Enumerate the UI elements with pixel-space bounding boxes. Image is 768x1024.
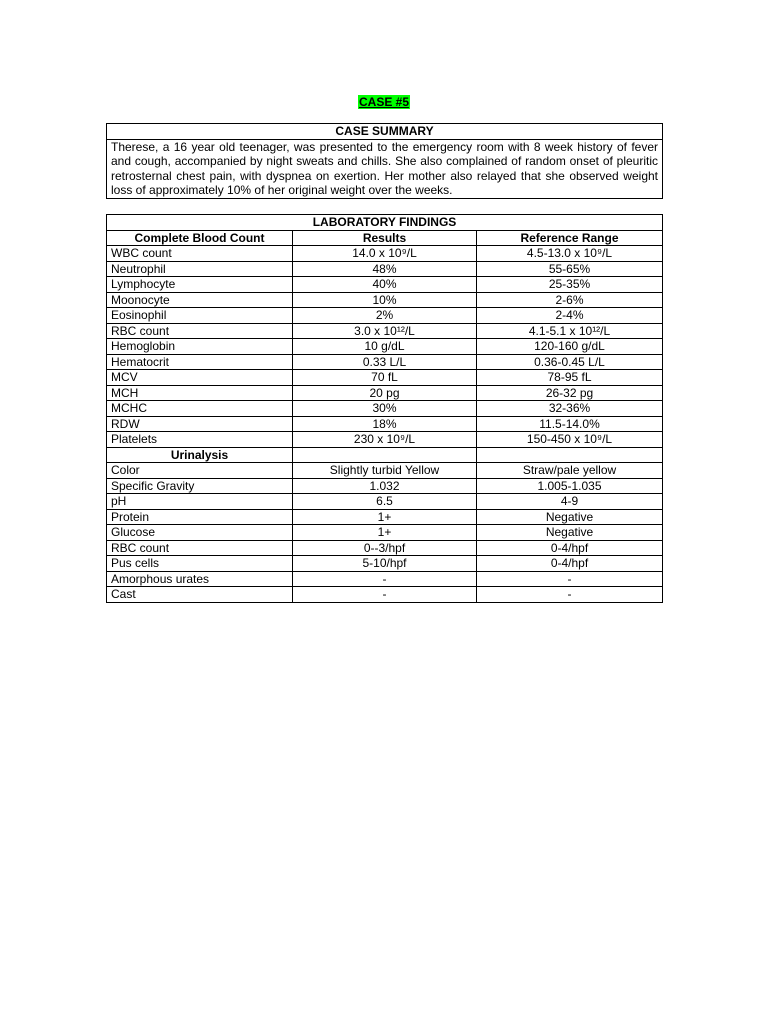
result-cell: 0--3/hpf (293, 540, 477, 556)
test-name-cell: Glucose (107, 525, 293, 541)
table-row (107, 308, 663, 324)
result-cell: 1.032 (293, 478, 477, 494)
table-row (107, 509, 663, 525)
test-name-cell: Platelets (107, 432, 293, 448)
table-row (107, 292, 663, 308)
reference-range-cell: 0.36-0.45 L/L (477, 354, 663, 370)
result-cell: 1+ (293, 509, 477, 525)
table-row (107, 339, 663, 355)
cbc-rows (107, 246, 663, 448)
reference-range-cell: 0-4/hpf (477, 556, 663, 572)
urinalysis-rows (107, 463, 663, 603)
test-name-cell: Lymphocyte (107, 277, 293, 293)
reference-range-cell: Negative (477, 509, 663, 525)
reference-range-cell: Straw/pale yellow (477, 463, 663, 479)
case-summary-header: CASE SUMMARY (107, 124, 663, 140)
result-cell: 20 pg (293, 385, 477, 401)
table-row (107, 525, 663, 541)
empty-cell (293, 447, 477, 463)
reference-range-cell: 11.5-14.0% (477, 416, 663, 432)
result-cell: 5-10/hpf (293, 556, 477, 572)
case-summary-table (106, 123, 663, 199)
reference-range-cell: 55-65% (477, 261, 663, 277)
test-name-cell: pH (107, 494, 293, 510)
reference-range-cell: - (477, 571, 663, 587)
result-cell: 18% (293, 416, 477, 432)
result-cell: 10 g/dL (293, 339, 477, 355)
reference-range-cell: 26-32 pg (477, 385, 663, 401)
table-row (107, 354, 663, 370)
test-name-cell: Cast (107, 587, 293, 603)
result-cell: 48% (293, 261, 477, 277)
table-row (107, 370, 663, 386)
reference-range-cell: 0-4/hpf (477, 540, 663, 556)
table-row (107, 463, 663, 479)
results-heading: Results (293, 230, 477, 246)
test-name-cell: Hematocrit (107, 354, 293, 370)
test-name-cell: Color (107, 463, 293, 479)
test-name-cell: Pus cells (107, 556, 293, 572)
reference-range-cell: 2-6% (477, 292, 663, 308)
table-row (107, 478, 663, 494)
reference-range-cell: 4.1-5.1 x 10¹²/L (477, 323, 663, 339)
result-cell: 230 x 10⁹/L (293, 432, 477, 448)
table-row (107, 587, 663, 603)
result-cell: 10% (293, 292, 477, 308)
test-name-cell: MCHC (107, 401, 293, 417)
result-cell: 14.0 x 10⁹/L (293, 246, 477, 262)
case-title-label: CASE #5 (358, 95, 410, 109)
test-name-cell: WBC count (107, 246, 293, 262)
reference-range-cell: Negative (477, 525, 663, 541)
case-title (0, 93, 768, 111)
reference-range-cell: 25-35% (477, 277, 663, 293)
test-name-cell: Protein (107, 509, 293, 525)
table-row (107, 556, 663, 572)
urinalysis-heading: Urinalysis (107, 447, 293, 463)
reference-range-cell: 1.005-1.035 (477, 478, 663, 494)
reference-range-cell: - (477, 587, 663, 603)
table-row (107, 432, 663, 448)
case-summary-text: Therese, a 16 year old teenager, was presented to the emergency room with 8 week history of fever and cough, accompanied by night sweats and chills. She also complained of random onset of pleuritic retrosternal chest pain, with dyspnea on exertion. Her mother also relayed that she observed weight loss of approximately 10% of her original weight over the weeks. (107, 139, 663, 198)
reference-range-cell: 4.5-13.0 x 10⁹/L (477, 246, 663, 262)
result-cell: Slightly turbid Yellow (293, 463, 477, 479)
test-name-cell: Specific Gravity (107, 478, 293, 494)
cbc-heading: Complete Blood Count (107, 230, 293, 246)
laboratory-findings-table (106, 214, 663, 603)
test-name-cell: Hemoglobin (107, 339, 293, 355)
reference-range-cell: 150-450 x 10⁹/L (477, 432, 663, 448)
table-row (107, 246, 663, 262)
reference-heading: Reference Range (477, 230, 663, 246)
table-row (107, 277, 663, 293)
reference-range-cell: 78-95 fL (477, 370, 663, 386)
result-cell: 70 fL (293, 370, 477, 386)
test-name-cell: RBC count (107, 323, 293, 339)
table-row (107, 540, 663, 556)
table-row (107, 385, 663, 401)
empty-cell (477, 447, 663, 463)
reference-range-cell: 4-9 (477, 494, 663, 510)
table-row (107, 401, 663, 417)
reference-range-cell: 120-160 g/dL (477, 339, 663, 355)
table-row (107, 323, 663, 339)
table-row (107, 494, 663, 510)
lab-findings-header: LABORATORY FINDINGS (107, 215, 663, 231)
test-name-cell: Moonocyte (107, 292, 293, 308)
test-name-cell: RBC count (107, 540, 293, 556)
result-cell: 6.5 (293, 494, 477, 510)
reference-range-cell: 32-36% (477, 401, 663, 417)
result-cell: 1+ (293, 525, 477, 541)
test-name-cell: Neutrophil (107, 261, 293, 277)
table-row (107, 416, 663, 432)
result-cell: 3.0 x 10¹²/L (293, 323, 477, 339)
result-cell: - (293, 571, 477, 587)
reference-range-cell: 2-4% (477, 308, 663, 324)
test-name-cell: Eosinophil (107, 308, 293, 324)
result-cell: 30% (293, 401, 477, 417)
result-cell: - (293, 587, 477, 603)
test-name-cell: RDW (107, 416, 293, 432)
result-cell: 40% (293, 277, 477, 293)
table-row (107, 261, 663, 277)
test-name-cell: MCV (107, 370, 293, 386)
test-name-cell: Amorphous urates (107, 571, 293, 587)
result-cell: 0.33 L/L (293, 354, 477, 370)
table-row (107, 571, 663, 587)
test-name-cell: MCH (107, 385, 293, 401)
result-cell: 2% (293, 308, 477, 324)
